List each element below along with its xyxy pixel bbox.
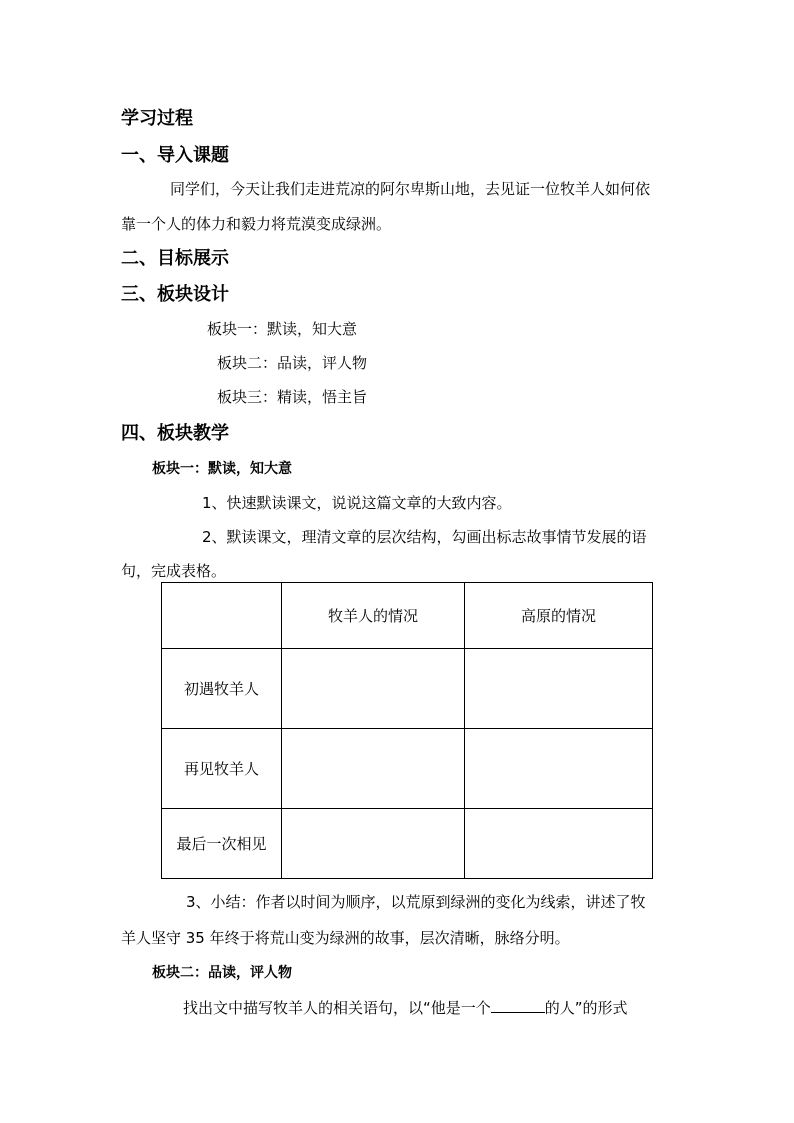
section-1-heading: 一、导入课题 xyxy=(121,145,229,166)
section-2-heading: 二、目标展示 xyxy=(121,248,229,269)
table-cell xyxy=(465,809,653,879)
page-title: 学习过程 xyxy=(121,108,193,129)
table-row-label: 再见牧羊人 xyxy=(162,729,282,809)
table-header-cell: 牧羊人的情况 xyxy=(282,583,465,649)
table-cell xyxy=(282,809,465,879)
block-design-item-2: 板块二：品读，评人物 xyxy=(217,354,368,372)
block-1-step-2-line-1: 2、默读课文，理清文章的层次结构，勾画出标志故事情节发展的语 xyxy=(202,528,647,546)
table-header-row xyxy=(162,583,653,649)
block-1-title: 板块一：默读，知大意 xyxy=(152,461,292,477)
section-1-line-1: 同学们，今天让我们走进荒凉的阿尔卑斯山地，去见证一位牧羊人如何依 xyxy=(170,180,651,198)
table-row-label: 最后一次相见 xyxy=(162,809,282,879)
table-row xyxy=(162,809,653,879)
block-2-title: 板块二：品读，评人物 xyxy=(152,965,292,981)
section-1-line-2: 靠一个人的体力和毅力将荒漠变成绿洲。 xyxy=(121,215,392,233)
section-4-heading: 四、板块教学 xyxy=(121,423,229,444)
summary-line-2: 羊人坚守 35 年终于将荒山变为绿洲的故事，层次清晰，脉络分明。 xyxy=(121,929,570,947)
section-3-heading: 三、板块设计 xyxy=(121,284,229,305)
table-header-cell: 高原的情况 xyxy=(465,583,653,649)
block-1-step-1: 1、快速默读课文，说说这篇文章的大致内容。 xyxy=(202,494,512,512)
table-header-cell xyxy=(162,583,282,649)
table-cell xyxy=(282,649,465,729)
table-cell xyxy=(282,729,465,809)
table-row xyxy=(162,649,653,729)
block-2-line-1 xyxy=(183,997,628,1018)
story-structure-table xyxy=(161,582,653,879)
block-design-item-3: 板块三：精读，悟主旨 xyxy=(217,388,368,406)
table-row-label: 初遇牧羊人 xyxy=(162,649,282,729)
fill-in-blank xyxy=(491,998,545,1013)
table-cell xyxy=(465,729,653,809)
block-design-item-1: 板块一：默读，知大意 xyxy=(207,320,358,338)
block-2-line-1-end: 的人”的形式 xyxy=(544,999,628,1017)
table-row xyxy=(162,729,653,809)
table-cell xyxy=(465,649,653,729)
block-1-step-2-line-2: 句，完成表格。 xyxy=(121,562,227,580)
block-2-line-1-start: 找出文中描写牧羊人的相关语句，以“他是一个 xyxy=(183,999,491,1017)
summary-line-1: 3、小结：作者以时间为顺序，以荒原到绿洲的变化为线索，讲述了牧 xyxy=(186,893,646,911)
